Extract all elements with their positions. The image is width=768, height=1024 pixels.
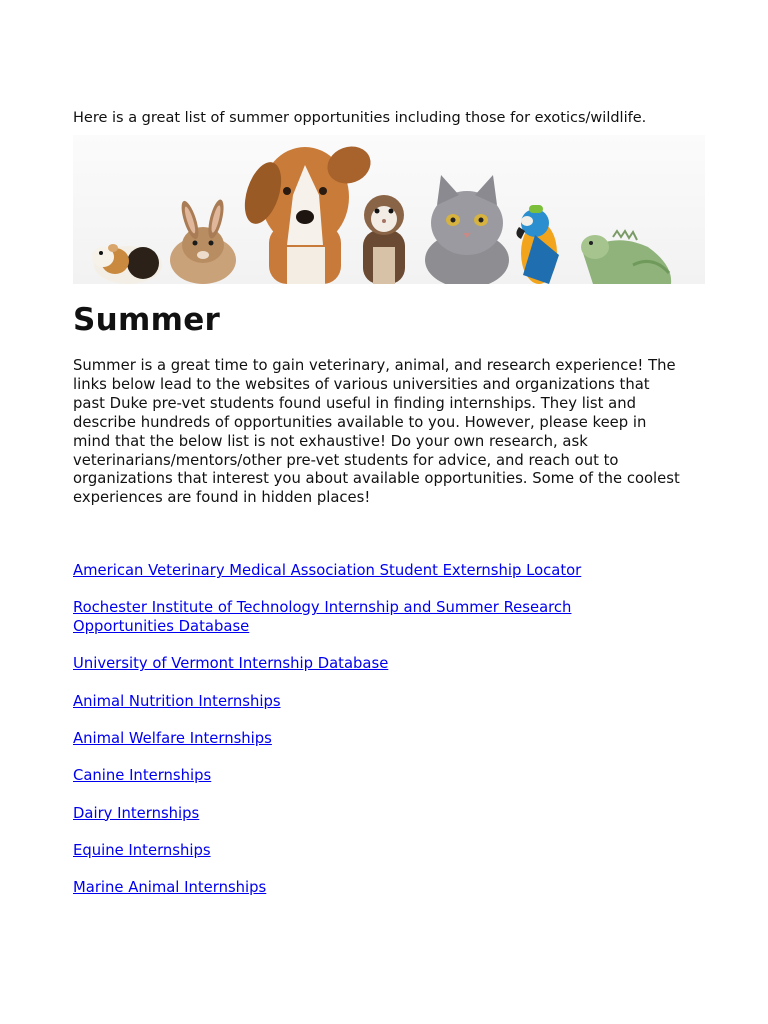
link-uvm-internship-database[interactable]: University of Vermont Internship Database [73,655,389,673]
page-title: Summer [73,302,221,338]
link-marine-animal[interactable]: Marine Animal Internships [73,879,267,897]
link-rit-research-database[interactable]: Rochester Institute of Technology Internship and Summer Research Opportunities Database [73,599,572,636]
list-item [73,767,633,786]
link-equine[interactable]: Equine Internships [73,841,211,859]
list-item [73,693,633,712]
link-avma-externship-locator[interactable]: American Veterinary Medical Association Student Externship Locator [73,562,582,579]
intro-text: Here is a great list of summer opportunities including those for exotics/wildlife. [73,109,647,126]
intro-paragraph: Summer is a great time to gain veterinary, animal, and research experience! The links below lead to the websites of various universities and organizations that past Duke pre-vet students found useful in finding internships. They list and describe hundreds of opportunities available to you. However, please keep in mind that the below list is not exhaustive! Do your own research, ask veterinarians/mentors/other pre-vet students for advice, and reach out to organizations that interest you about available opportunities. Some of the coolest experiences are found in hidden places! [73,357,680,507]
list-item [73,655,633,674]
link-canine[interactable]: Canine Internships [73,767,212,785]
guinea-pig-illustration [92,244,162,284]
animals-banner-image [73,135,705,284]
link-dairy[interactable]: Dairy Internships [73,804,200,822]
macaw-illustration [516,205,559,284]
link-animal-nutrition[interactable]: Animal Nutrition Internships [73,692,281,710]
list-item [73,842,633,861]
iguana-illustration [581,231,671,284]
list-item [73,562,633,581]
link-animal-welfare[interactable]: Animal Welfare Internships [73,729,272,747]
rabbit-illustration [170,198,236,284]
list-item [73,805,633,824]
list-item [73,599,633,637]
dog-illustration [238,141,376,284]
internship-links-list [73,562,633,916]
list-item [73,879,633,898]
cat-illustration [425,175,509,284]
ferret-illustration [363,195,405,284]
list-item [73,730,633,749]
